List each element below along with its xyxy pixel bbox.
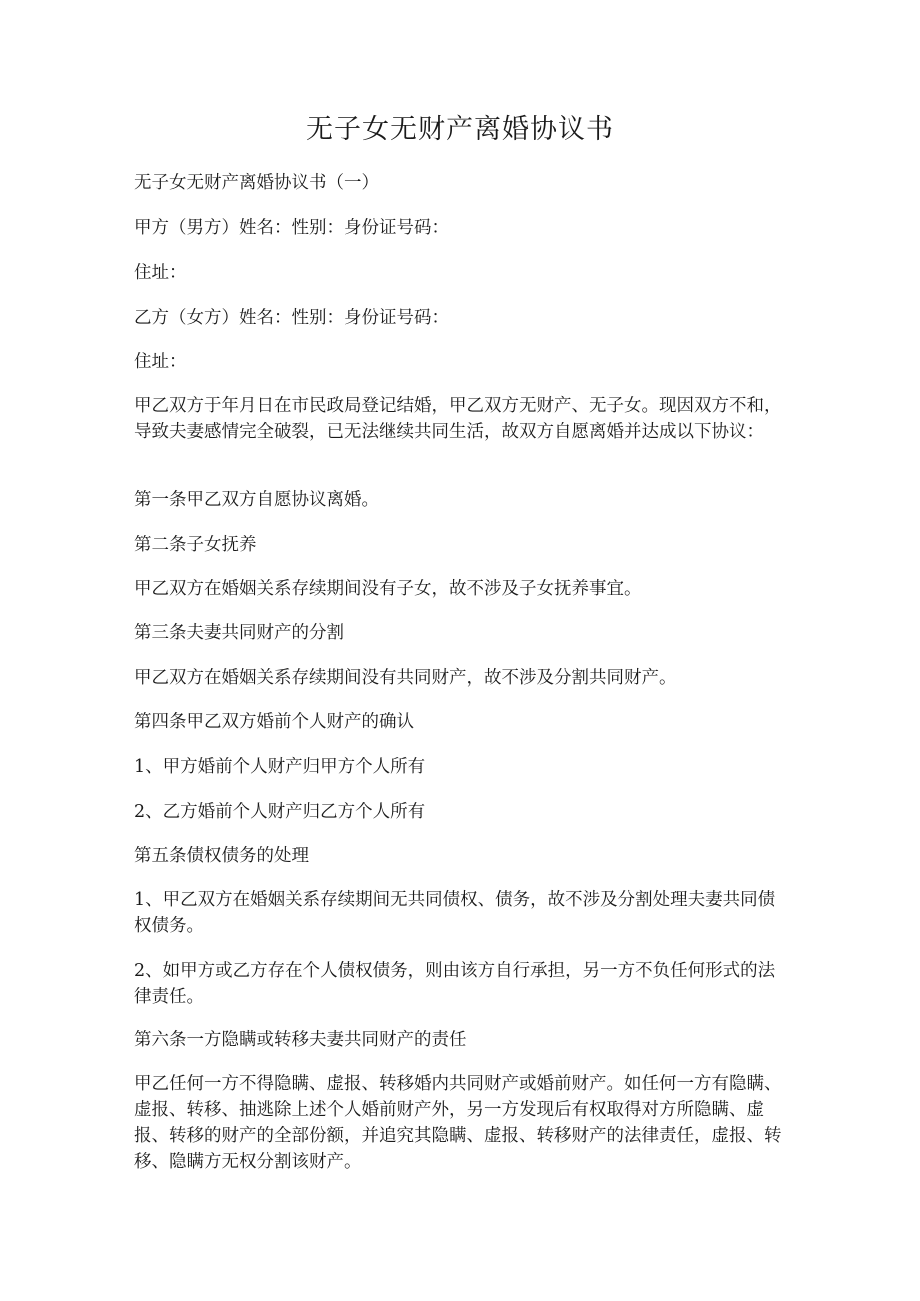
article-5-item-2: 2、如甲方或乙方存在个人债权债务，则由该方自行承担，另一方不负任何形式的法律责任。 (134, 961, 776, 1007)
article-5-item-1: 1、甲乙双方在婚姻关系存续期间无共同债权、债务，故不涉及分割处理夫妻共同债权债务。 (134, 890, 776, 936)
preamble-paragraph: 甲乙双方于年月日在市民政局登记结婚，甲乙双方无财产、无子女。现因双方不和，导致夫妻感情完全破裂，已无法继续共同生活，故双方自愿离婚并达成以下协议： (134, 396, 782, 442)
subtitle: 无子女无财产离婚协议书（一） (134, 173, 379, 193)
party-a-info: 甲方（男方）姓名：性别：身份证号码： (134, 218, 449, 238)
article-5-heading: 第五条债权债务的处理 (134, 846, 309, 866)
article-4-item-1: 1、甲方婚前个人财产归甲方个人所有 (134, 757, 426, 777)
party-b-address: 住址： (134, 352, 187, 372)
article-6-body: 甲乙任何一方不得隐瞒、虚报、转移婚内共同财产或婚前财产。如任何一方有隐瞒、虚报、转移、抽逃除上述个人婚前财产外，另一方发现后有权取得对方所隐瞒、虚报、转移的财产的全部份额，并追究其隐瞒、虚报、转移财产的法律责任，虚报、转移、隐瞒方无权分割该财产。 (134, 1074, 782, 1172)
article-3-heading: 第三条夫妻共同财产的分割 (134, 623, 344, 643)
article-4-item-2: 2、乙方婚前个人财产归乙方个人所有 (134, 802, 426, 822)
article-2-heading: 第二条子女抚养 (134, 535, 257, 555)
party-b-info: 乙方（女方）姓名：性别：身份证号码： (134, 308, 449, 328)
document-title: 无子女无财产离婚协议书 (306, 114, 614, 145)
article-4-heading: 第四条甲乙双方婚前个人财产的确认 (134, 712, 414, 732)
party-a-address: 住址： (134, 263, 187, 283)
article-6-heading: 第六条一方隐瞒或转移夫妻共同财产的责任 (134, 1030, 467, 1050)
article-1: 第一条甲乙双方自愿协议离婚。 (134, 490, 379, 510)
article-2-body: 甲乙双方在婚姻关系存续期间没有子女，故不涉及子女抚养事宜。 (134, 579, 642, 599)
article-3-body: 甲乙双方在婚姻关系存续期间没有共同财产，故不涉及分割共同财产。 (134, 668, 677, 688)
